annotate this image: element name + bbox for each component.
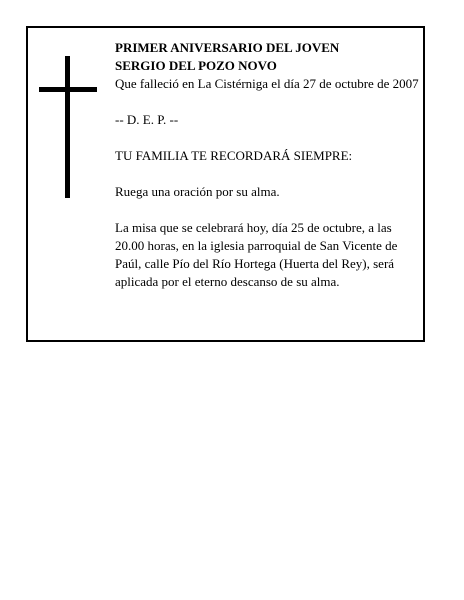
prayer-request: Ruega una oración por su alma. <box>115 184 280 199</box>
headline-line-1: PRIMER ANIVERSARIO DEL JOVEN <box>115 40 340 55</box>
family-message: TU FAMILIA TE RECORDARÁ SIEMPRE: <box>115 148 353 163</box>
cross-vertical-bar <box>65 56 70 198</box>
cross-icon <box>39 56 97 198</box>
obituary-notice <box>26 26 425 342</box>
mass-info: La misa que se celebrará hoy, día 25 de octubre, a las 20.00 horas, en la iglesia parroquial de San Vicente de Paúl, calle Pío del Río Hortega (Huerta del Rey), será aplicada por el eterno descanso de su alma. <box>115 220 398 289</box>
rip-line: -- D. E. P. -- <box>115 112 179 127</box>
notice-text <box>115 39 420 291</box>
spacer <box>115 129 420 147</box>
spacer <box>115 165 420 183</box>
spacer <box>115 201 420 219</box>
spacer <box>115 93 420 111</box>
cross-horizontal-bar <box>39 87 97 92</box>
death-info: Que falleció en La Cistérniga el día 27 de octubre de 2007 <box>115 76 419 91</box>
headline-line-2: SERGIO DEL POZO NOVO <box>115 58 277 73</box>
